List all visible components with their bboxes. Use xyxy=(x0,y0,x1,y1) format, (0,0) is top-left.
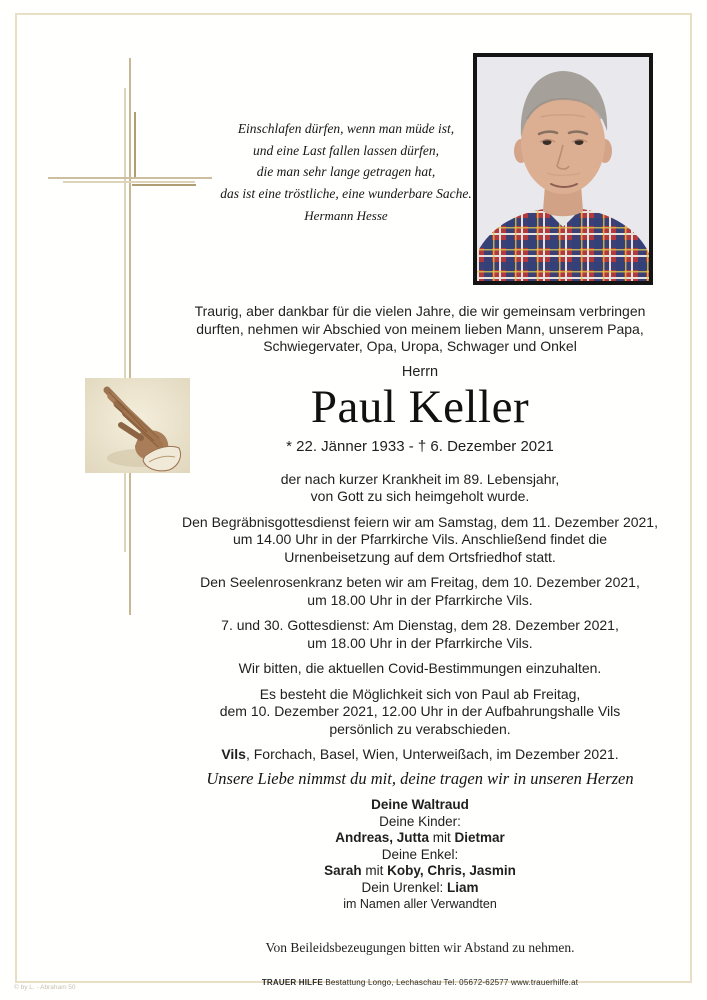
text-line: durften, nehmen wir Abschied von meinem lieben Mann, unserem Papa, xyxy=(196,320,644,337)
cross-vertical-line-3 xyxy=(134,112,136,178)
main-text-column xyxy=(140,303,700,987)
body-paragraph xyxy=(140,471,700,506)
body-paragraph xyxy=(140,574,700,609)
text-segment: mit xyxy=(429,830,455,845)
text-line: Wir bitten, die aktuellen Covid-Bestimmungen einzuhalten. xyxy=(238,660,602,676)
life-dates: * 22. Jänner 1933 - † 6. Dezember 2021 xyxy=(286,437,554,455)
text-line: dem 10. Dezember 2021, 12.00 Uhr in der Aufbahrungshalle Vils xyxy=(219,703,621,719)
family-line xyxy=(140,797,700,814)
text-line: von Gott zu sich heimgeholt wurde. xyxy=(310,488,530,504)
print-copyright: © by L. - Abraham 50 xyxy=(14,984,76,991)
text-line: Traurig, aber dankbar für die vielen Jahre, die wir gemeinsam verbringen xyxy=(194,303,646,319)
salutation: Herrn xyxy=(401,363,439,380)
text-segment: Liam xyxy=(447,879,479,895)
text-segment: TRAUER HILFE xyxy=(261,977,323,987)
text-segment: Sarah xyxy=(324,863,362,878)
text-line: um 18.00 Uhr in der Pfarrkirche Vils. xyxy=(307,591,533,608)
quote-block xyxy=(166,118,526,227)
body-paragraph xyxy=(140,617,700,652)
text-line: Es besteht die Möglichkeit sich von Paul ab Freitag, xyxy=(259,685,581,702)
text-segment: Deine Waltraud xyxy=(371,797,469,812)
text-segment: Dietmar xyxy=(454,830,505,845)
text-segment: im Namen aller Verwandten xyxy=(343,897,497,911)
text-segment: Deine Enkel: xyxy=(381,846,459,862)
farewell-places-line xyxy=(140,746,700,762)
text-segment: Andreas, Jutta xyxy=(335,830,429,845)
text-line: Einschlafen dürfen, wenn man müde ist, xyxy=(237,121,455,136)
family-line xyxy=(140,863,700,880)
text-segment: Koby, Chris, Jasmin xyxy=(387,863,516,878)
family-line xyxy=(140,847,700,864)
text-line: 7. und 30. Gottesdienst: Am Dienstag, dem 28. Dezember 2021, xyxy=(221,617,619,633)
text-line: das ist eine tröstliche, eine wunderbare Sache. xyxy=(220,185,472,201)
motto-line: Unsere Liebe nimmst du mit, deine tragen wir in unseren Herzen xyxy=(206,769,634,788)
quote-lines xyxy=(166,118,526,204)
text-line: und eine Last fallen lassen dürfen, xyxy=(253,142,439,158)
body-paragraph xyxy=(140,660,700,678)
text-line: der nach kurzer Krankheit im 89. Lebensjahr, xyxy=(280,470,560,487)
quote-author: Hermann Hesse xyxy=(304,208,388,223)
text-segment: Dein Urenkel: xyxy=(361,879,448,895)
deceased-name: Paul Keller xyxy=(310,380,530,433)
condolence-note: Von Beileidsbezeugungen bitten wir Abstand zu nehmen. xyxy=(265,939,575,955)
text-line: die man sehr lange getragen hat, xyxy=(256,164,436,179)
text-segment: Bestattung Longo, Lechaschau Tel. 05672-62577 www.trauerhilfe.at xyxy=(322,977,579,987)
family-line xyxy=(140,880,700,897)
text-segment: mit xyxy=(361,863,388,878)
intro-paragraph xyxy=(140,303,700,356)
text-line: Den Seelenrosenkranz beten wir am Freitag, dem 10. Dezember 2021, xyxy=(200,574,640,590)
text-segment: Vils xyxy=(221,746,246,762)
announcement-paragraphs xyxy=(140,471,700,739)
family-list xyxy=(140,797,700,913)
family-line xyxy=(140,896,700,913)
cross-vertical-line xyxy=(129,58,131,615)
family-line xyxy=(140,814,700,831)
body-paragraph xyxy=(140,686,700,739)
body-paragraph xyxy=(140,514,700,567)
text-line: Den Begräbnisgottesdienst feiern wir am Samstag, dem 11. Dezember 2021, xyxy=(182,513,658,530)
text-line: persönlich zu verabschieden. xyxy=(329,720,511,737)
text-line: Schwiegervater, Opa, Uropa, Schwager und Onkel xyxy=(263,338,577,354)
text-line: um 18.00 Uhr in der Pfarrkirche Vils. xyxy=(307,634,533,651)
text-line: um 14.00 Uhr in der Pfarrkirche Vils. Anschließend findet die xyxy=(232,531,608,547)
family-line xyxy=(140,830,700,847)
text-line: Urnenbeisetzung auf dem Ortsfriedhof statt. xyxy=(284,548,556,565)
funeral-home-footer xyxy=(140,978,700,987)
cross-vertical-line-2 xyxy=(124,88,126,552)
text-segment: , Forchach, Basel, Wien, Unterweißach, im Dezember 2021. xyxy=(245,746,619,762)
text-segment: Deine Kinder: xyxy=(379,813,461,829)
